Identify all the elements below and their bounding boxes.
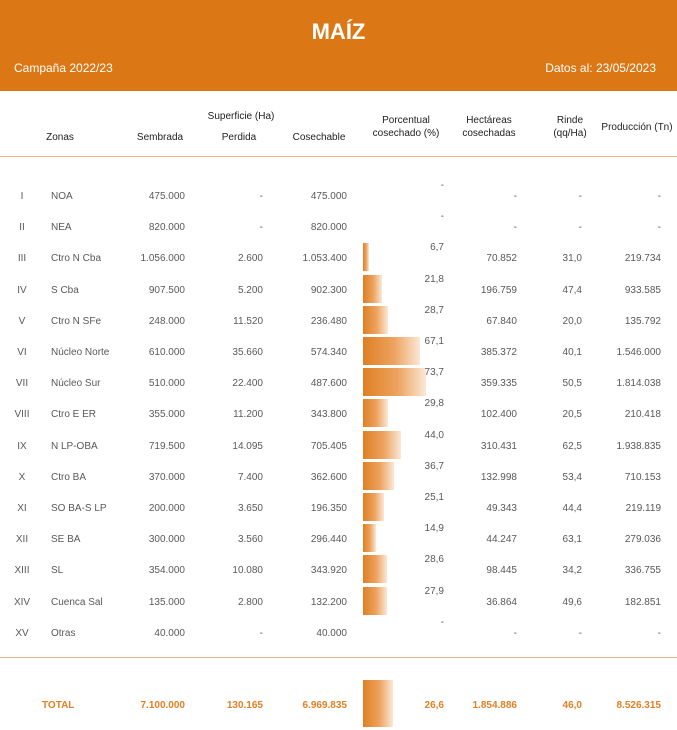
sembrada-value: 135.000 xyxy=(148,596,185,608)
pct-value: 14,9 xyxy=(424,523,444,535)
zone-number: VI xyxy=(17,347,27,358)
produccion-value: 933.585 xyxy=(624,284,661,296)
cosechable-value: 343.800 xyxy=(310,409,347,421)
zone-number: XV xyxy=(15,627,29,639)
perdida-value: 3.560 xyxy=(237,534,263,546)
pct-bar xyxy=(363,587,387,615)
produccion-value: - xyxy=(657,627,661,639)
pct-bar xyxy=(363,493,384,521)
sembrada-value: 510.000 xyxy=(148,378,185,390)
sembrada-value: 820.000 xyxy=(148,222,185,234)
perdida-value: - xyxy=(259,627,263,639)
hectareas-value: - xyxy=(513,191,517,202)
zone-name: NOA xyxy=(51,191,73,202)
perdida-value: 11.200 xyxy=(233,409,263,421)
rinde-value: 62,5 xyxy=(562,440,582,452)
table-row xyxy=(0,211,677,242)
zone-name: NEA xyxy=(51,222,72,234)
rinde-value: 47,4 xyxy=(562,284,582,296)
perdida-value: 14.095 xyxy=(232,440,263,452)
rinde-value: 50,5 xyxy=(562,378,582,390)
perdida-value: 2.800 xyxy=(237,596,263,608)
col-header-hectareas-2: cosechadas xyxy=(462,128,516,139)
pct-bar xyxy=(363,368,426,396)
sembrada-value: 1.056.000 xyxy=(140,253,185,265)
rinde-value: - xyxy=(578,222,582,234)
rinde-value: 31,0 xyxy=(562,253,582,265)
pct-value: - xyxy=(440,180,444,191)
zone-number: X xyxy=(18,471,26,483)
hectareas-value: - xyxy=(513,222,517,234)
col-header-rinde-1: Rinde xyxy=(556,115,584,126)
col-header-porcentual-2: cosechado (%) xyxy=(372,128,440,139)
zone-number: V xyxy=(18,315,26,327)
total-hectareas: 1.854.886 xyxy=(472,700,517,711)
pct-value: 36,7 xyxy=(424,460,444,472)
hectareas-value: 132.998 xyxy=(480,471,517,483)
perdida-value: 22.400 xyxy=(232,378,263,390)
zone-name: Ctro N SFe xyxy=(51,315,102,327)
hectareas-value: - xyxy=(513,627,517,639)
table-row xyxy=(0,492,677,523)
pct-bar xyxy=(363,337,420,365)
pct-bar xyxy=(363,399,388,427)
total-pct: 26,6 xyxy=(424,700,444,711)
pct-bar xyxy=(363,431,401,459)
perdida-value: 11.520 xyxy=(233,315,263,327)
hectareas-value: 67.840 xyxy=(486,315,517,327)
produccion-value: 1.546.000 xyxy=(616,347,661,358)
produccion-value: 279.036 xyxy=(624,534,661,546)
total-cosechable: 6.969.835 xyxy=(302,700,347,711)
cosechable-value: 296.440 xyxy=(310,534,347,546)
rinde-value: 34,2 xyxy=(562,565,582,577)
produccion-value: 710.153 xyxy=(624,471,661,483)
pct-bar xyxy=(363,306,388,334)
zone-name: SO BA-S LP xyxy=(51,503,107,514)
hectareas-value: 359.335 xyxy=(480,378,517,390)
rinde-value: 40,1 xyxy=(562,347,582,358)
rinde-value: - xyxy=(578,627,582,639)
pct-value: 44,0 xyxy=(424,429,444,441)
total-pct-bar xyxy=(363,680,393,727)
rinde-value: 44,4 xyxy=(562,503,582,514)
pct-value: 21,8 xyxy=(424,273,444,285)
hectareas-value: 196.759 xyxy=(480,284,517,296)
cosechable-value: 343.920 xyxy=(310,565,347,577)
table-row xyxy=(0,367,677,398)
date-label: Datos al: 23/05/2023 xyxy=(545,61,656,75)
hectareas-value: 98.445 xyxy=(486,565,517,577)
sembrada-value: 907.500 xyxy=(148,284,185,296)
hectareas-value: 310.431 xyxy=(480,440,517,452)
table-row xyxy=(0,586,677,617)
total-divider xyxy=(0,657,677,658)
col-header-perdida: Perdida xyxy=(221,132,257,143)
col-header-cosechable: Cosechable xyxy=(292,132,346,143)
perdida-value: - xyxy=(259,222,263,234)
pct-value: 25,1 xyxy=(424,492,444,503)
hectareas-value: 385.372 xyxy=(480,347,517,358)
zone-number: VIII xyxy=(14,409,30,421)
pct-value: 27,9 xyxy=(424,585,444,597)
pct-value: 67,1 xyxy=(424,336,444,347)
zone-name: N LP-OBA xyxy=(51,440,98,452)
table-row xyxy=(0,523,677,554)
sembrada-value: 200.000 xyxy=(148,503,185,514)
sembrada-value: 300.000 xyxy=(148,534,185,546)
rinde-value: 53,4 xyxy=(562,471,582,483)
zone-number: II xyxy=(19,222,25,234)
zone-name: Cuenca Sal xyxy=(51,596,103,608)
zone-name: SE BA xyxy=(51,534,81,546)
col-header-porcentual-1: Porcentual xyxy=(382,115,430,126)
cosechable-value: 196.350 xyxy=(310,503,347,514)
pct-value: - xyxy=(440,616,444,628)
col-header-sembrada: Sembrada xyxy=(136,132,184,143)
table-row xyxy=(0,617,677,648)
produccion-value: - xyxy=(657,191,661,202)
perdida-value: 35.660 xyxy=(232,347,263,358)
cosechable-value: 487.600 xyxy=(310,378,347,390)
col-header-zonas: Zonas xyxy=(46,132,74,143)
cosechable-value: 236.480 xyxy=(310,315,347,327)
zone-number: IX xyxy=(17,440,27,452)
total-sembrada: 7.100.000 xyxy=(140,700,185,711)
zone-name: Núcleo Sur xyxy=(51,378,101,390)
produccion-value: - xyxy=(657,222,661,234)
sembrada-value: 370.000 xyxy=(148,471,185,483)
pct-bar xyxy=(363,275,382,303)
perdida-value: - xyxy=(259,191,263,202)
table-row xyxy=(0,336,677,367)
pct-value: - xyxy=(440,211,444,223)
hectareas-value: 36.864 xyxy=(486,596,517,608)
total-perdida: 130.165 xyxy=(226,700,263,711)
col-header-produccion: Producción (Tn) xyxy=(601,122,673,133)
produccion-value: 219.119 xyxy=(625,503,661,514)
zone-name: Núcleo Norte xyxy=(51,347,110,358)
pct-value: 6,7 xyxy=(430,242,444,254)
perdida-value: 2.600 xyxy=(237,253,263,265)
table-row xyxy=(0,461,677,492)
perdida-value: 3.650 xyxy=(237,503,263,514)
perdida-value: 5.200 xyxy=(237,284,263,296)
pct-value: 29,8 xyxy=(424,398,444,410)
pct-value: 28,7 xyxy=(424,304,444,316)
table-row xyxy=(0,180,677,211)
produccion-value: 336.755 xyxy=(624,565,661,577)
sembrada-value: 355.000 xyxy=(148,409,185,421)
rinde-value: 63,1 xyxy=(562,534,582,546)
cosechable-value: 705.405 xyxy=(310,440,347,452)
sembrada-value: 719.500 xyxy=(148,440,185,452)
zone-number: XIII xyxy=(14,565,30,577)
pct-bar xyxy=(363,555,387,583)
zone-number: XI xyxy=(17,503,27,514)
pct-bar xyxy=(363,462,394,490)
zone-name: Ctro N Cba xyxy=(51,253,102,265)
total-rinde: 46,0 xyxy=(562,700,582,711)
hectareas-value: 102.400 xyxy=(480,409,517,421)
sembrada-value: 248.000 xyxy=(148,315,185,327)
cosechable-value: 40.000 xyxy=(316,627,347,639)
table-row xyxy=(0,274,677,305)
sembrada-value: 610.000 xyxy=(148,347,185,358)
rinde-value: - xyxy=(578,191,582,202)
header-band xyxy=(0,0,677,91)
pct-bar xyxy=(363,243,369,271)
cosechable-value: 362.600 xyxy=(310,471,347,483)
zone-name: Ctro E ER xyxy=(51,409,97,421)
cosechable-value: 820.000 xyxy=(310,222,347,234)
produccion-value: 219.734 xyxy=(624,253,661,265)
zone-number: III xyxy=(17,253,27,265)
page-title: MAÍZ xyxy=(311,19,366,44)
table-row xyxy=(0,554,677,585)
sembrada-value: 40.000 xyxy=(154,627,185,639)
zone-number: IV xyxy=(17,284,27,296)
hectareas-value: 70.852 xyxy=(486,253,517,265)
zone-name: S Cba xyxy=(51,284,79,296)
cosechable-value: 475.000 xyxy=(310,191,347,202)
cosechable-value: 1.053.400 xyxy=(302,253,347,265)
zone-name: Otras xyxy=(51,627,76,639)
zone-name: SL xyxy=(51,565,64,577)
cosechable-value: 902.300 xyxy=(310,284,347,296)
table-row xyxy=(0,398,677,429)
table-row xyxy=(0,305,677,336)
col-header-rinde-2: (qq/Ha) xyxy=(553,128,587,139)
zone-number: I xyxy=(20,191,24,202)
table-row xyxy=(0,430,677,461)
col-header-superficie: Superficie (Ha) xyxy=(207,111,275,122)
pct-value: 28,6 xyxy=(424,554,444,566)
pct-value: 73,7 xyxy=(424,367,444,379)
cosechable-value: 574.340 xyxy=(310,347,347,358)
col-header-hectareas-1: Hectáreas xyxy=(466,115,512,126)
zone-number: XII xyxy=(15,534,29,546)
pct-bar xyxy=(363,524,376,552)
zone-number: XIV xyxy=(13,596,31,608)
total-produccion: 8.526.315 xyxy=(616,700,661,711)
rinde-value: 20,0 xyxy=(562,315,582,327)
zone-name: Ctro BA xyxy=(51,471,87,483)
zone-number: VII xyxy=(15,378,29,390)
sembrada-value: 354.000 xyxy=(148,565,185,577)
table-row xyxy=(0,242,677,273)
perdida-value: 7.400 xyxy=(237,471,263,483)
rinde-value: 20,5 xyxy=(562,409,582,421)
campaign-label: Campaña 2022/23 xyxy=(14,61,113,75)
cosechable-value: 132.200 xyxy=(310,596,347,608)
perdida-value: 10.080 xyxy=(232,565,263,577)
total-label: TOTAL xyxy=(42,700,75,711)
header-divider xyxy=(0,156,677,157)
produccion-value: 1.814.038 xyxy=(616,378,661,390)
hectareas-value: 49.343 xyxy=(486,503,517,514)
total-row xyxy=(0,680,677,727)
produccion-value: 135.792 xyxy=(624,315,661,327)
produccion-value: 210.418 xyxy=(624,409,661,421)
rinde-value: 49,6 xyxy=(562,596,582,608)
produccion-value: 1.938.835 xyxy=(616,440,661,452)
hectareas-value: 44.247 xyxy=(486,534,517,546)
produccion-value: 182.851 xyxy=(624,596,661,608)
sembrada-value: 475.000 xyxy=(148,191,185,202)
